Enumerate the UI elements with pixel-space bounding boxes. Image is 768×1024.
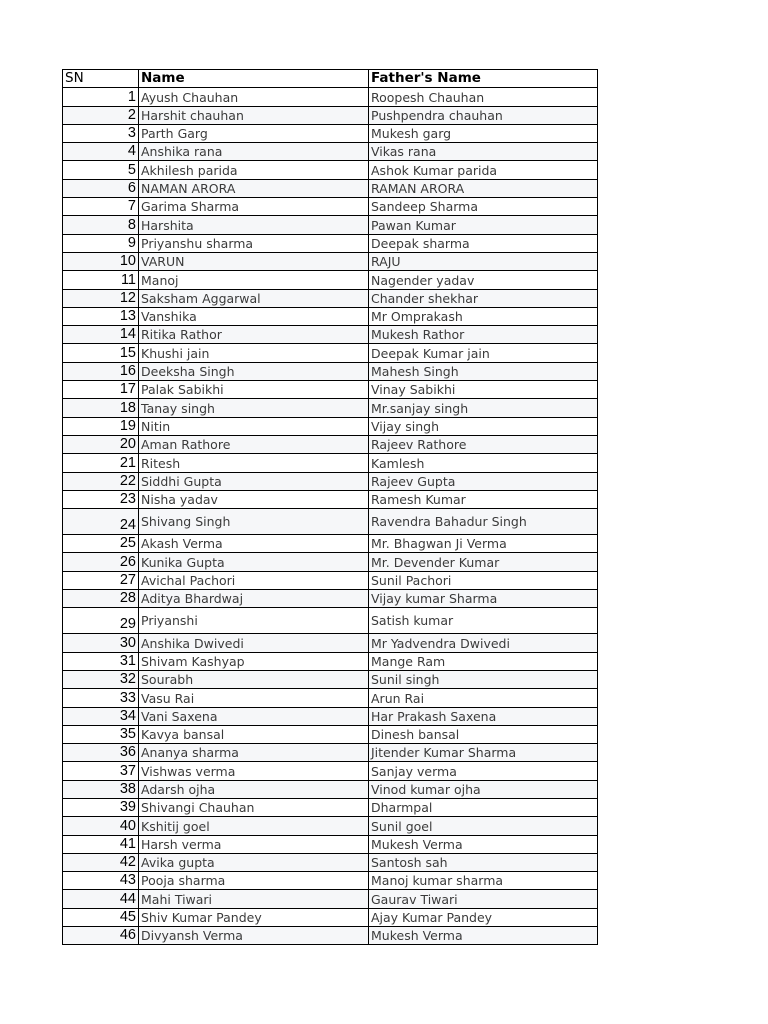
cell-name: Vanshika (139, 307, 369, 325)
cell-father-name: Sanjay verma (369, 762, 598, 780)
cell-sn: 41 (63, 835, 139, 853)
table-row (63, 670, 598, 688)
table-row (63, 780, 598, 798)
table-row (63, 216, 598, 234)
table-row (63, 106, 598, 124)
cell-name: Ritesh (139, 454, 369, 472)
cell-name: Vasu Rai (139, 689, 369, 707)
cell-name: Pooja sharma (139, 872, 369, 890)
cell-name: Anshika rana (139, 143, 369, 161)
cell-father-name: Nagender yadav (369, 271, 598, 289)
table-row (63, 571, 598, 589)
cell-sn: 11 (63, 271, 139, 289)
cell-sn: 22 (63, 472, 139, 490)
cell-name: Parth Garg (139, 124, 369, 142)
table-row (63, 88, 598, 106)
cell-sn: 29 (63, 608, 139, 634)
cell-name: Adarsh ojha (139, 780, 369, 798)
table-row (63, 553, 598, 571)
cell-name: Divyansh Verma (139, 927, 369, 945)
cell-name: Tanay singh (139, 399, 369, 417)
table-row (63, 472, 598, 490)
table-row (63, 490, 598, 508)
cell-name: Vishwas verma (139, 762, 369, 780)
cell-sn: 37 (63, 762, 139, 780)
cell-sn: 44 (63, 890, 139, 908)
cell-father-name: Sandeep Sharma (369, 198, 598, 216)
cell-name: Harshit chauhan (139, 106, 369, 124)
cell-sn: 17 (63, 381, 139, 399)
cell-sn: 19 (63, 417, 139, 435)
table-row (63, 608, 598, 634)
cell-name: Shivam Kashyap (139, 652, 369, 670)
cell-name: Akhilesh parida (139, 161, 369, 179)
table-row (63, 362, 598, 380)
cell-father-name: Arun Rai (369, 689, 598, 707)
cell-sn: 10 (63, 252, 139, 270)
cell-father-name: Rajeev Rathore (369, 435, 598, 453)
cell-father-name: Mr Omprakash (369, 307, 598, 325)
cell-father-name: Deepak Kumar jain (369, 344, 598, 362)
table-row (63, 853, 598, 871)
cell-name: Aditya Bhardwaj (139, 590, 369, 608)
cell-father-name: Ramesh Kumar (369, 490, 598, 508)
cell-name: Priyanshu sharma (139, 234, 369, 252)
table-row (63, 344, 598, 362)
cell-sn: 1 (63, 88, 139, 106)
table-row (63, 725, 598, 743)
cell-father-name: Dharmpal (369, 798, 598, 816)
cell-name: Kavya bansal (139, 725, 369, 743)
cell-sn: 40 (63, 817, 139, 835)
student-table (62, 69, 598, 945)
cell-sn: 32 (63, 670, 139, 688)
cell-sn: 14 (63, 326, 139, 344)
cell-father-name: Mukesh Verma (369, 927, 598, 945)
cell-sn: 15 (63, 344, 139, 362)
cell-father-name: Mange Ram (369, 652, 598, 670)
cell-sn: 8 (63, 216, 139, 234)
cell-father-name: Pawan Kumar (369, 216, 598, 234)
table-row (63, 454, 598, 472)
cell-sn: 7 (63, 198, 139, 216)
cell-sn: 45 (63, 908, 139, 926)
cell-sn: 38 (63, 780, 139, 798)
table-row (63, 908, 598, 926)
table-row (63, 399, 598, 417)
cell-sn: 42 (63, 853, 139, 871)
table-row (63, 252, 598, 270)
cell-father-name: Satish kumar (369, 608, 598, 634)
cell-name: Harsh verma (139, 835, 369, 853)
cell-sn: 24 (63, 509, 139, 535)
cell-father-name: RAJU (369, 252, 598, 270)
cell-father-name: Vikas rana (369, 143, 598, 161)
cell-father-name: Sunil singh (369, 670, 598, 688)
cell-sn: 9 (63, 234, 139, 252)
table-row (63, 307, 598, 325)
cell-father-name: Vinay Sabikhi (369, 381, 598, 399)
table-row (63, 289, 598, 307)
cell-sn: 36 (63, 744, 139, 762)
cell-name: Khushi jain (139, 344, 369, 362)
cell-sn: 12 (63, 289, 139, 307)
cell-father-name: Mukesh garg (369, 124, 598, 142)
cell-father-name: RAMAN ARORA (369, 179, 598, 197)
cell-name: Kshitij goel (139, 817, 369, 835)
table-row (63, 927, 598, 945)
cell-sn: 35 (63, 725, 139, 743)
cell-father-name: Mr.sanjay singh (369, 399, 598, 417)
cell-father-name: Mr. Devender Kumar (369, 553, 598, 571)
cell-name: Ayush Chauhan (139, 88, 369, 106)
cell-sn: 46 (63, 927, 139, 945)
cell-father-name: Ajay Kumar Pandey (369, 908, 598, 926)
cell-name: Garima Sharma (139, 198, 369, 216)
table-row (63, 234, 598, 252)
cell-sn: 20 (63, 435, 139, 453)
table-row (63, 744, 598, 762)
table-row (63, 652, 598, 670)
cell-name: Vani Saxena (139, 707, 369, 725)
cell-sn: 13 (63, 307, 139, 325)
cell-sn: 18 (63, 399, 139, 417)
cell-name: Priyanshi (139, 608, 369, 634)
cell-name: Kunika Gupta (139, 553, 369, 571)
cell-name: VARUN (139, 252, 369, 270)
table-row (63, 707, 598, 725)
cell-sn: 6 (63, 179, 139, 197)
cell-father-name: Vinod kumar ojha (369, 780, 598, 798)
cell-father-name: Roopesh Chauhan (369, 88, 598, 106)
cell-name: Mahi Tiwari (139, 890, 369, 908)
cell-father-name: Jitender Kumar Sharma (369, 744, 598, 762)
cell-father-name: Kamlesh (369, 454, 598, 472)
table-row (63, 535, 598, 553)
table-row (63, 798, 598, 816)
cell-name: Nitin (139, 417, 369, 435)
cell-name: Aman Rathore (139, 435, 369, 453)
cell-sn: 30 (63, 634, 139, 652)
cell-sn: 2 (63, 106, 139, 124)
cell-sn: 4 (63, 143, 139, 161)
cell-father-name: Deepak sharma (369, 234, 598, 252)
cell-father-name: Mr Yadvendra Dwivedi (369, 634, 598, 652)
cell-name: Shiv Kumar Pandey (139, 908, 369, 926)
cell-father-name: Pushpendra chauhan (369, 106, 598, 124)
table-row (63, 179, 598, 197)
cell-sn: 16 (63, 362, 139, 380)
cell-father-name: Mahesh Singh (369, 362, 598, 380)
table-body (63, 88, 598, 945)
cell-father-name: Ashok Kumar parida (369, 161, 598, 179)
table-row (63, 198, 598, 216)
table-row (63, 817, 598, 835)
cell-sn: 34 (63, 707, 139, 725)
table-row (63, 435, 598, 453)
cell-father-name: Ravendra Bahadur Singh (369, 509, 598, 535)
cell-father-name: Sunil Pachori (369, 571, 598, 589)
cell-name: Avichal Pachori (139, 571, 369, 589)
cell-name: Palak Sabikhi (139, 381, 369, 399)
cell-father-name: Chander shekhar (369, 289, 598, 307)
cell-name: Ritika Rathor (139, 326, 369, 344)
cell-sn: 33 (63, 689, 139, 707)
cell-sn: 21 (63, 454, 139, 472)
cell-name: Sourabh (139, 670, 369, 688)
cell-sn: 27 (63, 571, 139, 589)
table-row (63, 326, 598, 344)
cell-father-name: Gaurav Tiwari (369, 890, 598, 908)
table-row (63, 762, 598, 780)
header-sn: SN (63, 70, 139, 88)
cell-name: Anshika Dwivedi (139, 634, 369, 652)
table-row (63, 124, 598, 142)
cell-name: Shivang Singh (139, 509, 369, 535)
cell-sn: 31 (63, 652, 139, 670)
table-row (63, 634, 598, 652)
cell-name: Ananya sharma (139, 744, 369, 762)
header-row (63, 70, 598, 88)
cell-father-name: Mukesh Verma (369, 835, 598, 853)
cell-name: Manoj (139, 271, 369, 289)
table-row (63, 381, 598, 399)
header-name: Name (139, 70, 369, 88)
table-row (63, 271, 598, 289)
cell-name: Harshita (139, 216, 369, 234)
table-row (63, 835, 598, 853)
cell-name: Avika gupta (139, 853, 369, 871)
cell-name: Shivangi Chauhan (139, 798, 369, 816)
cell-sn: 25 (63, 535, 139, 553)
table-row (63, 143, 598, 161)
table-row (63, 590, 598, 608)
cell-father-name: Sunil goel (369, 817, 598, 835)
cell-father-name: Vijay singh (369, 417, 598, 435)
cell-father-name: Har Prakash Saxena (369, 707, 598, 725)
table-row (63, 161, 598, 179)
cell-sn: 28 (63, 590, 139, 608)
cell-father-name: Santosh sah (369, 853, 598, 871)
cell-name: Akash Verma (139, 535, 369, 553)
cell-sn: 39 (63, 798, 139, 816)
cell-father-name: Dinesh bansal (369, 725, 598, 743)
cell-father-name: Rajeev Gupta (369, 472, 598, 490)
cell-name: NAMAN ARORA (139, 179, 369, 197)
cell-sn: 43 (63, 872, 139, 890)
table-row (63, 417, 598, 435)
table-row (63, 890, 598, 908)
cell-sn: 5 (63, 161, 139, 179)
cell-sn: 3 (63, 124, 139, 142)
cell-father-name: Mr. Bhagwan Ji Verma (369, 535, 598, 553)
table-row (63, 872, 598, 890)
cell-name: Nisha yadav (139, 490, 369, 508)
cell-name: Deeksha Singh (139, 362, 369, 380)
cell-name: Siddhi Gupta (139, 472, 369, 490)
cell-sn: 23 (63, 490, 139, 508)
cell-father-name: Manoj kumar sharma (369, 872, 598, 890)
table-row (63, 689, 598, 707)
cell-father-name: Vijay kumar Sharma (369, 590, 598, 608)
cell-name: Saksham Aggarwal (139, 289, 369, 307)
cell-father-name: Mukesh Rathor (369, 326, 598, 344)
header-father-name: Father's Name (369, 70, 598, 88)
table-row (63, 509, 598, 535)
cell-sn: 26 (63, 553, 139, 571)
